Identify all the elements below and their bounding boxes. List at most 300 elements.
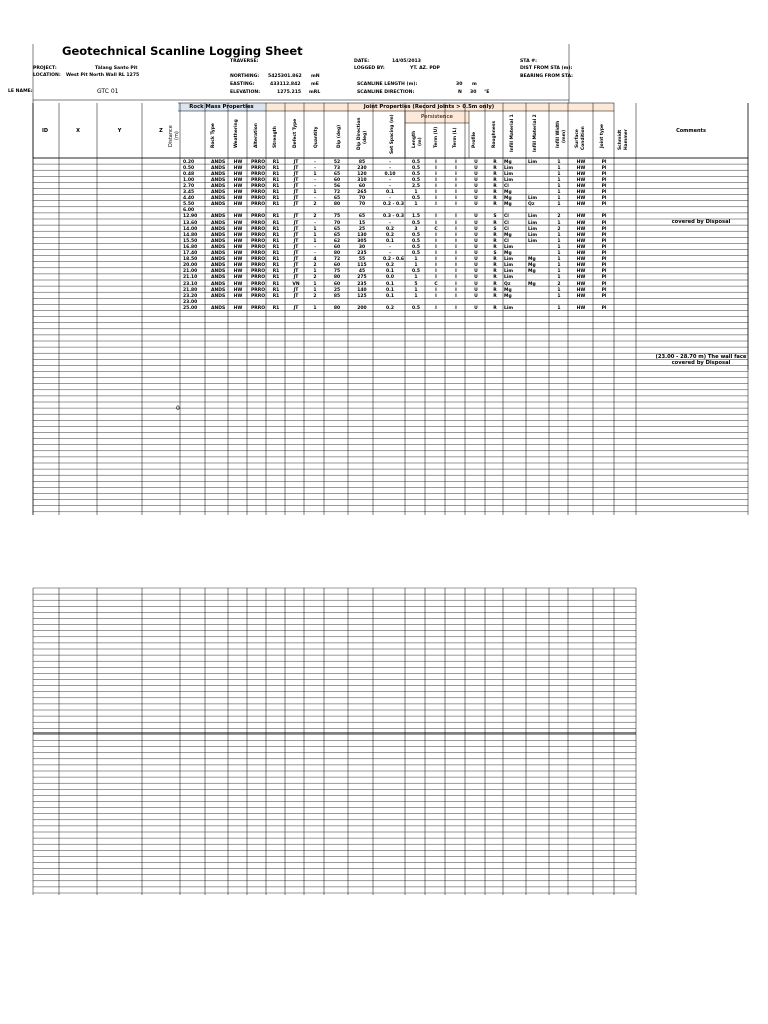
rock-mass-group-header: Rock Mass Properties	[189, 104, 254, 110]
table-cell: R1	[272, 226, 280, 232]
table-cell: JT	[293, 244, 299, 250]
table-cell: Pl	[601, 293, 607, 299]
table-cell: 0.1	[386, 269, 394, 275]
table-cell: -	[314, 159, 316, 165]
table-cell: 2	[313, 275, 317, 281]
table-cell: 1	[557, 232, 561, 238]
table-cell: Cl	[504, 238, 509, 244]
table-cell: HW	[576, 202, 586, 208]
table-cell: 0.5	[412, 165, 420, 171]
distance-cell: 17.40	[183, 251, 198, 256]
table-cell: 0.5	[412, 305, 420, 311]
table-cell: HW	[576, 177, 586, 183]
table-cell: I	[455, 305, 457, 311]
table-cell: 0.2 - 0.3	[383, 202, 404, 208]
date-label: DATE:	[354, 59, 370, 64]
table-cell: I	[455, 183, 457, 189]
table-cell: Cl	[504, 183, 509, 189]
table-cell: ANDS	[211, 196, 226, 202]
table-cell: PRRO	[251, 287, 266, 293]
table-cell: ANDS	[211, 305, 226, 311]
table-cell: Cl	[504, 226, 509, 232]
table-cell: 0.5	[412, 171, 420, 177]
table-cell: HW	[576, 165, 586, 171]
col-dip-direction-unit: (deg)	[363, 130, 368, 144]
dist-from-sta-label: DIST FROM STA (m):	[520, 66, 573, 71]
table-cell: -	[389, 165, 391, 171]
table-cell: I	[455, 159, 457, 165]
table-cell: Lim	[504, 275, 514, 281]
table-cell: I	[435, 293, 437, 299]
col-strength: Strength	[273, 126, 278, 148]
col-roughness: Roughness	[492, 120, 497, 148]
table-cell: C	[434, 226, 438, 232]
table-cell: I	[455, 177, 457, 183]
table-cell: 1	[313, 287, 317, 293]
table-cell: U	[474, 171, 478, 177]
table-cell: 1	[414, 287, 418, 293]
project-value: Tàlang Santo Pit	[95, 66, 138, 71]
col-joint-type: Joint type	[600, 124, 605, 148]
table-cell: PRRO	[251, 263, 266, 269]
logged-label: LOGGED BY:	[354, 66, 385, 71]
table-cell: R1	[272, 281, 280, 287]
table-cell: I	[435, 171, 437, 177]
table-cell: U	[474, 244, 478, 250]
table-cell: Pl	[601, 257, 607, 263]
table-cell: Qz	[504, 281, 511, 287]
table-cell: JT	[293, 196, 299, 202]
table-cell: I	[435, 238, 437, 244]
table-cell: U	[474, 232, 478, 238]
table-cell: HW	[576, 244, 586, 250]
table-cell: I	[455, 251, 457, 256]
table-cell: Cl	[504, 220, 509, 226]
table-cell: JT	[293, 269, 299, 275]
table-cell: I	[455, 190, 457, 195]
table-cell: HW	[233, 263, 243, 269]
table-cell: R	[493, 183, 497, 189]
table-cell: Lim	[504, 305, 514, 311]
easting-value: 433112.842	[270, 82, 301, 87]
table-cell: 80	[333, 202, 341, 208]
col-infill-2: Infill Material 2	[533, 114, 538, 152]
table-cell: PRRO	[251, 281, 266, 287]
table-cell: Lim	[504, 171, 514, 177]
table-cell: R	[493, 190, 497, 195]
table-cell: I	[455, 269, 457, 275]
table-cell: 70	[333, 220, 341, 226]
table-cell: HW	[576, 251, 586, 256]
table-cell: Lim	[528, 226, 538, 232]
table-cell: Pl	[601, 159, 607, 165]
table-cell: VN	[292, 281, 300, 287]
table-cell: R	[493, 257, 497, 263]
table-cell: 1	[557, 177, 561, 183]
table-cell: U	[474, 257, 478, 263]
table-cell: I	[435, 269, 437, 275]
col-schmidt-hammer: Hammer	[624, 129, 629, 150]
table-cell: ANDS	[211, 293, 226, 299]
table-cell: U	[474, 159, 478, 165]
table-cell: PRRO	[251, 177, 266, 183]
table-cell: 115	[357, 263, 367, 269]
table-cell: Lim	[504, 257, 514, 263]
distance-cell: 21.80	[183, 287, 198, 293]
table-cell: I	[435, 183, 437, 189]
table-cell: ANDS	[211, 171, 226, 177]
table-cell: ANDS	[211, 281, 226, 287]
table-cell: R1	[272, 269, 280, 275]
table-cell: JT	[293, 238, 299, 244]
distance-cell: 15.50	[183, 238, 198, 244]
table-cell: 1	[557, 244, 561, 250]
table-cell: HW	[233, 244, 243, 250]
col-term-u: Term (U)	[434, 126, 439, 148]
col-quantity: Quantity	[314, 126, 319, 148]
table-cell: HW	[233, 190, 243, 195]
table-cell: R	[493, 281, 497, 287]
scanline-length-value: 30	[456, 82, 463, 87]
table-cell: 65	[333, 171, 341, 177]
table-cell: R	[493, 244, 497, 250]
table-cell: Mg	[504, 190, 512, 195]
table-cell: 1	[313, 281, 317, 287]
traverse-label: TRAVERSE:	[230, 59, 259, 64]
table-cell: 0.2	[386, 232, 394, 238]
table-cell: I	[455, 220, 457, 226]
table-cell: U	[474, 220, 478, 226]
table-cell: Lim	[528, 159, 538, 165]
table-cell: Lim	[504, 177, 514, 183]
table-cell: U	[474, 226, 478, 232]
table-cell: 1	[313, 171, 317, 177]
table-cell: I	[435, 190, 437, 195]
col-surface: Surface	[575, 129, 580, 148]
table-cell: HW	[576, 214, 586, 220]
table-cell: -	[389, 159, 391, 165]
table-cell: 1	[557, 202, 561, 208]
table-cell: -	[314, 165, 316, 171]
table-cell: JT	[293, 275, 299, 281]
table-cell: Lim	[528, 196, 538, 202]
table-cell: -	[314, 244, 316, 250]
table-cell: 65	[333, 196, 341, 202]
table-cell: 75	[333, 269, 341, 275]
table-cell: I	[455, 257, 457, 263]
table-cell: I	[435, 165, 437, 171]
table-cell: 25	[333, 287, 341, 293]
table-cell: 0.5	[412, 269, 420, 275]
sheet-title: Geotechnical Scanline Logging Sheet	[62, 44, 303, 58]
table-cell: PRRO	[251, 275, 266, 281]
table-cell: Qz	[528, 202, 535, 208]
table-cell: JT	[293, 214, 299, 220]
table-cell: HW	[233, 257, 243, 263]
table-cell: I	[435, 257, 437, 263]
logged-value: YT. AZ. PDP	[410, 66, 440, 71]
table-cell: PRRO	[251, 226, 266, 232]
table-cell: 0.5	[412, 196, 420, 202]
col-length: Length	[412, 130, 417, 148]
table-cell: HW	[576, 159, 586, 165]
table-cell: 1	[557, 190, 561, 195]
table-cell: 85	[358, 159, 366, 165]
table-cell: I	[455, 275, 457, 281]
table-cell: Pl	[601, 190, 607, 195]
table-cell: Pl	[601, 305, 607, 311]
northing-value: 5425301.862	[268, 74, 302, 79]
table-cell: -	[389, 251, 391, 256]
table-cell: I	[455, 196, 457, 202]
table-cell: 1	[313, 226, 317, 232]
table-cell: ANDS	[211, 244, 226, 250]
scanline-length-unit: m	[472, 82, 477, 87]
northing-unit: mN	[311, 74, 320, 79]
table-cell: R1	[272, 220, 280, 226]
stray-marker: 0	[176, 405, 180, 412]
table-cell: JT	[293, 251, 299, 256]
col-dip: Dip (deg)	[337, 124, 342, 148]
table-cell: Mg	[504, 251, 512, 256]
table-cell: 0.1	[386, 281, 394, 287]
table-cell: I	[435, 177, 437, 183]
table-cell: HW	[233, 226, 243, 232]
table-cell: -	[389, 220, 391, 226]
table-cell: R1	[272, 183, 280, 189]
table-cell: 1.5	[412, 214, 420, 220]
table-cell: PRRO	[251, 251, 266, 256]
table-cell: 73	[333, 165, 341, 171]
table-cell: U	[474, 293, 478, 299]
table-cell: Mg	[504, 196, 512, 202]
distance-cell: 23.00	[183, 299, 198, 305]
distance-cell: 23.20	[183, 293, 198, 299]
table-cell: 65	[333, 226, 341, 232]
table-cell: 1	[414, 263, 418, 269]
table-cell: HW	[233, 165, 243, 171]
table-cell: 0.5	[412, 251, 420, 256]
table-cell: 0.1	[386, 190, 394, 195]
easting-unit: mE	[311, 82, 319, 87]
table-cell: HW	[576, 190, 586, 195]
distance-cell: 0.48	[183, 171, 195, 177]
table-cell: S	[493, 251, 497, 256]
table-cell: ANDS	[211, 220, 226, 226]
table-cell: I	[435, 305, 437, 311]
table-cell: Cl	[504, 214, 509, 220]
table-cell: 1	[313, 190, 317, 195]
distance-cell: 20.00	[183, 263, 198, 269]
table-cell: 120	[357, 171, 367, 177]
table-cell: 1	[414, 293, 418, 299]
table-cell: 0.3 - 0.3	[383, 214, 404, 220]
table-cell: -	[314, 251, 316, 256]
table-cell: U	[474, 281, 478, 287]
col-profile: Profile	[472, 131, 477, 148]
table-cell: 0.5	[412, 244, 420, 250]
table-cell: PRRO	[251, 171, 266, 177]
table-cell: I	[455, 238, 457, 244]
table-cell: I	[435, 287, 437, 293]
table-cell: JT	[293, 263, 299, 269]
table-cell: 1	[557, 269, 561, 275]
table-cell: 0.1	[386, 238, 394, 244]
date-value: 14/05/2013	[392, 59, 421, 64]
table-cell: U	[474, 177, 478, 183]
table-cell: 5	[414, 281, 418, 287]
table-cell: ANDS	[211, 165, 226, 171]
table-cell: R	[493, 275, 497, 281]
table-cell: Pl	[601, 281, 607, 287]
table-cell: R	[493, 165, 497, 171]
table-cell: PRRO	[251, 257, 266, 263]
table-cell: 65	[333, 232, 341, 238]
table-cell: 0.2 - 0.6	[383, 257, 404, 263]
table-cell: 0.2	[386, 263, 394, 269]
table-cell: ANDS	[211, 226, 226, 232]
table-cell: PRRO	[251, 190, 266, 195]
file-value: GTC 01	[97, 88, 119, 95]
distance-cell: 14.00	[183, 226, 198, 232]
col-distance-unit-label: (m)	[174, 131, 180, 140]
table-cell: I	[455, 263, 457, 269]
table-cell: JT	[293, 226, 299, 232]
table-cell: Pl	[601, 275, 607, 281]
col-id: ID	[41, 128, 48, 134]
table-cell: HW	[576, 257, 586, 263]
table-cell: R1	[272, 177, 280, 183]
table-cell: I	[435, 202, 437, 208]
scanline-direction-n: N	[458, 90, 462, 95]
table-cell: 25	[358, 226, 366, 232]
table-cell: R	[493, 202, 497, 208]
table-cell: HW	[233, 183, 243, 189]
distance-cell: 21.00	[183, 269, 198, 275]
table-cell: 1	[313, 305, 317, 311]
table-cell: I	[455, 171, 457, 177]
table-cell: 1	[313, 269, 317, 275]
table-cell: PRRO	[251, 214, 266, 220]
elevation-value: 1275.215	[277, 90, 302, 95]
table-cell: HW	[576, 232, 586, 238]
table-cell: I	[455, 165, 457, 171]
table-cell: Mg	[504, 293, 512, 299]
table-cell: PRRO	[251, 202, 266, 208]
table-cell: I	[455, 287, 457, 293]
table-cell: ANDS	[211, 287, 226, 293]
table-cell: -	[389, 196, 391, 202]
comment-covered-2: covered by Disposal	[671, 360, 731, 366]
sta-label: STA #:	[520, 59, 537, 64]
table-cell: R1	[272, 257, 280, 263]
col-infill-1: Infill Material 1	[510, 114, 515, 152]
table-cell: U	[474, 287, 478, 293]
distance-cell: 6.00	[183, 208, 195, 214]
table-cell: U	[474, 214, 478, 220]
table-cell: R	[493, 171, 497, 177]
table-cell: Pl	[601, 232, 607, 238]
table-cell: HW	[233, 275, 243, 281]
col-surface-condition: Condition	[581, 126, 586, 150]
table-cell: 0.5	[412, 159, 420, 165]
table-cell: 15	[358, 220, 366, 226]
table-cell: ANDS	[211, 214, 226, 220]
table-cell: 230	[357, 165, 367, 171]
table-cell: PRRO	[251, 183, 266, 189]
table-cell: Mg	[528, 281, 536, 287]
table-cell: 0.5	[412, 238, 420, 244]
table-cell: I	[455, 232, 457, 238]
table-cell: PRRO	[251, 305, 266, 311]
table-cell: 55	[358, 257, 366, 263]
distance-cell: 16.80	[183, 244, 198, 250]
table-cell: Lim	[528, 238, 538, 244]
table-cell: PRRO	[251, 159, 266, 165]
table-cell: 1	[557, 263, 561, 269]
table-cell: -	[314, 220, 316, 226]
table-cell: 1	[557, 238, 561, 244]
table-cell: HW	[233, 220, 243, 226]
distance-cell: 1.00	[183, 177, 195, 183]
comment-wall-face: (23.00 - 28.70 m) The wall face	[655, 354, 747, 360]
scanline-direction-label: SCANLINE DIRECTION:	[357, 90, 415, 95]
table-cell: U	[474, 251, 478, 256]
elevation-label: ELEVATION:	[230, 90, 261, 95]
table-cell: 0.10	[384, 171, 396, 177]
table-cell: 85	[333, 293, 341, 299]
table-cell: PRRO	[251, 232, 266, 238]
table-cell: 30	[358, 244, 366, 250]
table-cell: R	[493, 287, 497, 293]
table-cell: JT	[293, 177, 299, 183]
table-cell: 1	[557, 257, 561, 263]
table-cell: 2	[557, 281, 561, 287]
table-cell: HW	[233, 177, 243, 183]
table-cell: 72	[333, 190, 341, 195]
table-cell: U	[474, 190, 478, 195]
table-cell: Lim	[528, 220, 538, 226]
table-cell: 1	[557, 220, 561, 226]
table-cell: R1	[272, 244, 280, 250]
table-cell: HW	[233, 293, 243, 299]
table-cell: Mg	[504, 232, 512, 238]
table-cell: 265	[357, 190, 367, 195]
table-cell: 2	[313, 214, 317, 220]
table-cell: 1	[414, 202, 418, 208]
distance-cell: 3.45	[183, 190, 195, 195]
table-cell: Mg	[504, 287, 512, 293]
table-cell: ANDS	[211, 263, 226, 269]
table-cell: -	[314, 177, 316, 183]
table-cell: R	[493, 238, 497, 244]
table-cell: Pl	[601, 177, 607, 183]
table-cell: 80	[333, 251, 341, 256]
table-cell: Pl	[601, 220, 607, 226]
table-cell: 60	[333, 281, 341, 287]
table-cell: Lim	[528, 214, 538, 220]
table-cell: Pl	[601, 244, 607, 250]
bearing-from-sta-label: BEARING FROM STA:	[520, 74, 573, 79]
table-cell: HW	[576, 226, 586, 232]
col-x: X	[76, 128, 80, 134]
scanline-length-label: SCANLINE LENGTH (m):	[357, 82, 418, 87]
table-cell: 1	[557, 165, 561, 171]
table-cell: 130	[357, 232, 367, 238]
table-cell: HW	[233, 202, 243, 208]
table-cell: HW	[576, 269, 586, 275]
table-cell: I	[435, 251, 437, 256]
